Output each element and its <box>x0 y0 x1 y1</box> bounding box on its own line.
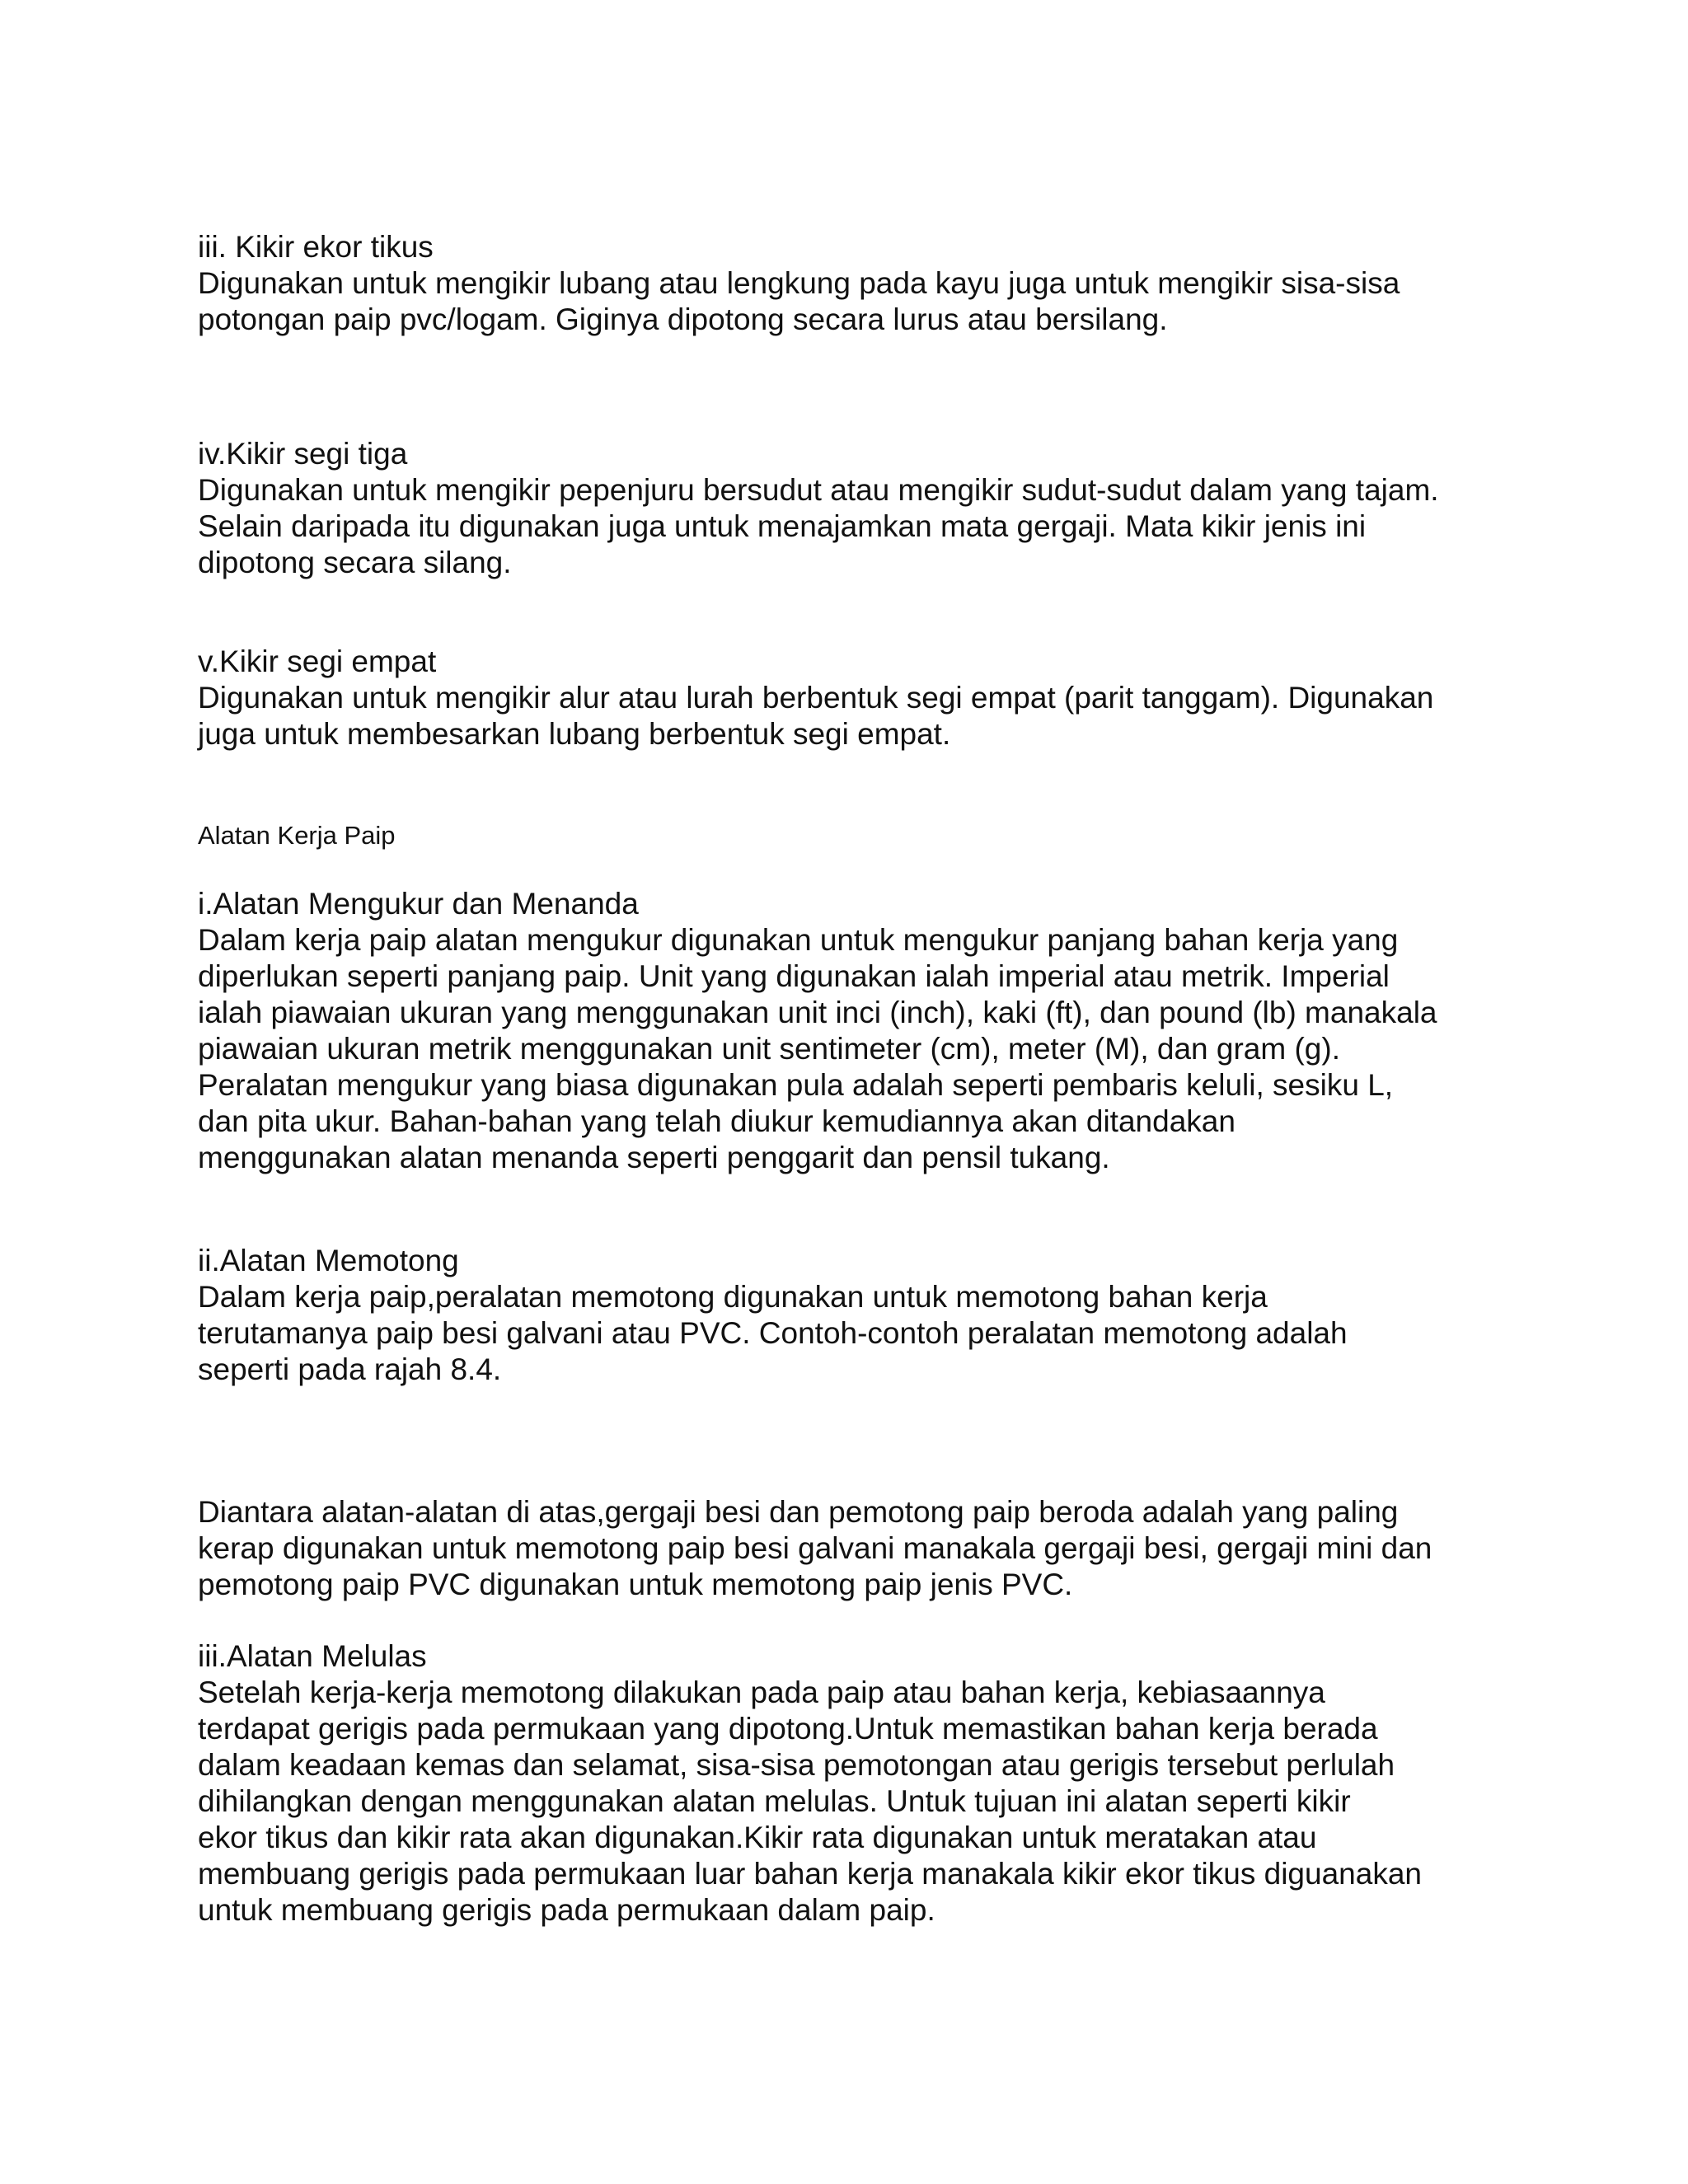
section-heading-alatan-memotong: ii.Alatan Memotong <box>198 1244 459 1277</box>
paragraph-line: seperti pada rajah 8.4. <box>198 1352 502 1386</box>
paragraph-line: juga untuk membesarkan lubang berbentuk segi empat. <box>198 717 951 751</box>
paragraph-line: Digunakan untuk mengikir pepenjuru bersudut atau mengikir sudut-sudut dalam yang tajam. <box>198 473 1439 507</box>
section-heading-alatan-melulas: iii.Alatan Melulas <box>198 1639 427 1673</box>
paragraph-line: Setelah kerja-kerja memotong dilakukan pada paip atau bahan kerja, kebiasaannya <box>198 1675 1325 1709</box>
paragraph-line: dalam keadaan kemas dan selamat, sisa-sisa pemotongan atau gerigis tersebut perlulah <box>198 1748 1395 1782</box>
paragraph-line: ekor tikus dan kikir rata akan digunakan.Kikir rata digunakan untuk meratakan atau <box>198 1821 1317 1854</box>
section-heading-kikir-ekor-tikus: iii. Kikir ekor tikus <box>198 230 434 264</box>
paragraph-line: terdapat gerigis pada permukaan yang dipotong.Untuk memastikan bahan kerja berada <box>198 1712 1378 1746</box>
paragraph-line: terutamanya paip besi galvani atau PVC. Contoh-contoh peralatan memotong adalah <box>198 1316 1348 1350</box>
section-heading-kikir-segi-tiga: iv.Kikir segi tiga <box>198 437 408 471</box>
paragraph-line: ialah piawaian ukuran yang menggunakan unit inci (inch), kaki (ft), dan pound (lb) manakala <box>198 996 1437 1029</box>
paragraph-line: membuang gerigis pada permukaan luar bahan kerja manakala kikir ekor tikus diguanakan <box>198 1857 1422 1891</box>
paragraph-line: piawaian ukuran metrik menggunakan unit sentimeter (cm), meter (M), dan gram (g). <box>198 1032 1340 1066</box>
section-title-alatan-kerja-paip: Alatan Kerja Paip <box>198 821 396 850</box>
paragraph-line: diperlukan seperti panjang paip. Unit yang digunakan ialah imperial atau metrik. Imperial <box>198 959 1390 993</box>
paragraph-line: dipotong secara silang. <box>198 546 512 579</box>
paragraph-line: kerap digunakan untuk memotong paip besi galvani manakala gergaji besi, gergaji mini dan <box>198 1531 1432 1565</box>
paragraph-line: untuk membuang gerigis pada permukaan dalam paip. <box>198 1893 935 1927</box>
section-heading-alatan-mengukur: i.Alatan Mengukur dan Menanda <box>198 887 639 921</box>
paragraph-line: Peralatan mengukur yang biasa digunakan pula adalah seperti pembaris keluli, sesiku L, <box>198 1068 1394 1102</box>
section-heading-kikir-segi-empat: v.Kikir segi empat <box>198 644 437 678</box>
paragraph-line: menggunakan alatan menanda seperti penggarit dan pensil tukang. <box>198 1141 1110 1174</box>
paragraph-line: Diantara alatan-alatan di atas,gergaji besi dan pemotong paip beroda adalah yang paling <box>198 1495 1399 1529</box>
paragraph-line: pemotong paip PVC digunakan untuk memotong paip jenis PVC. <box>198 1568 1073 1601</box>
paragraph-line: Selain daripada itu digunakan juga untuk menajamkan mata gergaji. Mata kikir jenis ini <box>198 509 1367 543</box>
paragraph-line: potongan paip pvc/logam. Giginya dipotong secara lurus atau bersilang. <box>198 302 1168 336</box>
paragraph-line: dan pita ukur. Bahan-bahan yang telah diukur kemudiannya akan ditandakan <box>198 1104 1236 1138</box>
paragraph-line: Digunakan untuk mengikir alur atau lurah berbentuk segi empat (parit tanggam). Digunakan <box>198 681 1434 715</box>
paragraph-line: Dalam kerja paip alatan mengukur digunakan untuk mengukur panjang bahan kerja yang <box>198 923 1399 957</box>
paragraph-line: Digunakan untuk mengikir lubang atau lengkung pada kayu juga untuk mengikir sisa-sisa <box>198 266 1400 300</box>
paragraph-line: Dalam kerja paip,peralatan memotong digunakan untuk memotong bahan kerja <box>198 1280 1268 1314</box>
paragraph-line: dihilangkan dengan menggunakan alatan melulas. Untuk tujuan ini alatan seperti kikir <box>198 1784 1351 1818</box>
